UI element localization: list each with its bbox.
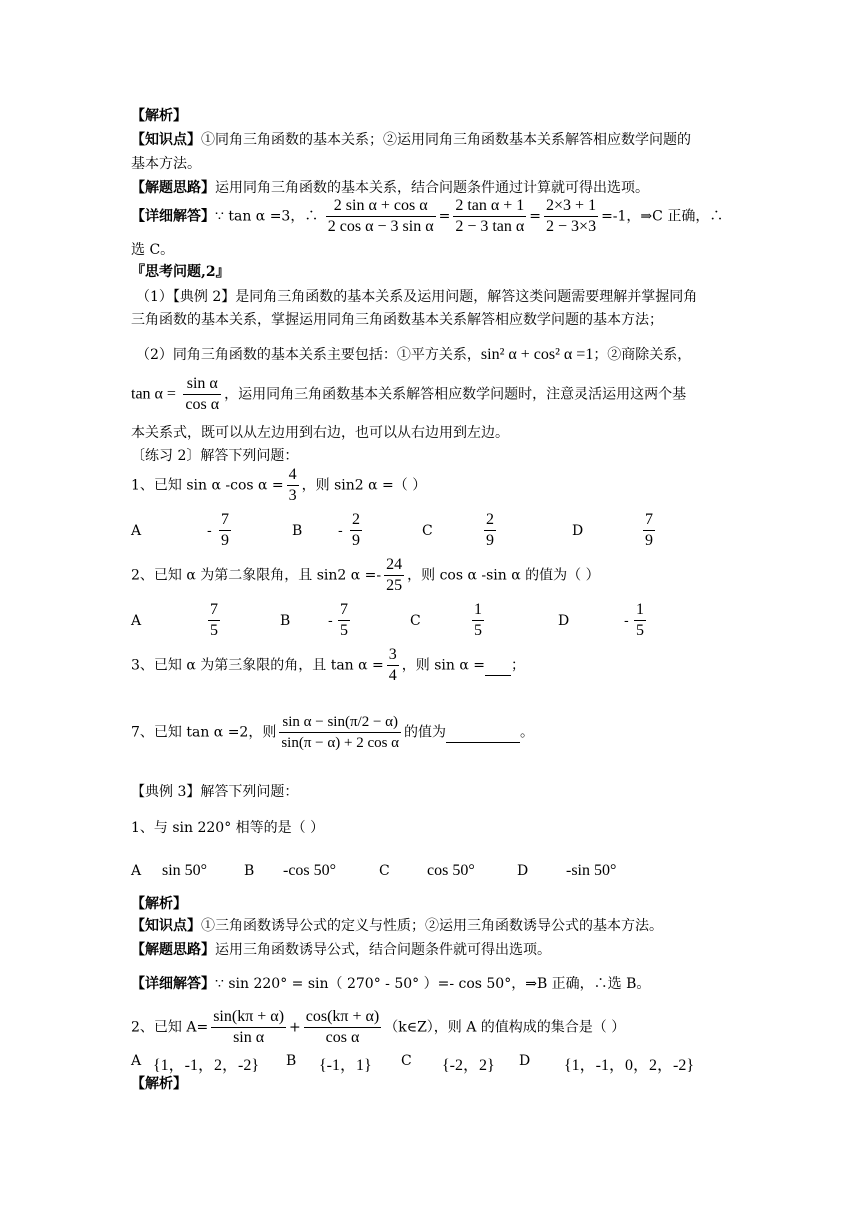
sikao-p2c: 本关系式，既可以从左边用到右边，也可以从右边用到左边。: [131, 425, 509, 441]
option-sign: -: [207, 523, 212, 539]
option-text-b: {-1，1}: [319, 1057, 372, 1074]
d3-question-1: 1、与 sin 220° 相等的是（ ）: [131, 820, 325, 836]
option-text-d: -sin 50°: [566, 862, 617, 879]
option-letter-b: B: [244, 863, 255, 879]
option-letter-c: C: [379, 863, 390, 879]
option-text-d: {1，-1，0，2，-2}: [564, 1057, 695, 1074]
option-fraction-b: $\frac{7}{5}$: [340, 601, 348, 639]
question-2: 2、已知 α 为第二象限角，且 sin2 α =- $\frac{24}{25}$ ，则 cos α -sin α 的值为（ ）: [131, 556, 600, 594]
question-3: 3、已知 α 为第三象限的角，且 tan α = $\frac{3}{4}$ ，则 sin α = ；: [131, 646, 526, 684]
dj-post: =-1，⇒C 正确，∴: [601, 208, 724, 225]
dianli3-heading: 【典例 3】解答下列问题：: [131, 784, 299, 800]
d3-sl-line: 【解题思路】运用三角函数诱导公式，结合问题条件就可得出选项。: [131, 942, 551, 958]
option-letter-c: C: [410, 613, 421, 629]
option-text-b: -cos 50°: [283, 862, 337, 879]
fraction-1: $\frac{\text{2 sin α + cos α}}{\text{2 cos α − 3 sin α}}$: [327, 197, 434, 235]
knowledge-point-line: [131, 131, 691, 149]
option-fraction-b: $\frac{2}{9}$: [352, 511, 360, 549]
sikao-p1b: 三角函数的基本关系，掌握运用同角三角函数基本关系解答相应数学问题的基本方法；: [131, 312, 663, 328]
d3-kp-line: 【知识点】①三角函数诱导公式的定义与性质；②运用三角函数诱导公式的基本方法。: [131, 918, 663, 934]
q3-fraction: $\frac{3}{4}$: [388, 646, 397, 684]
option-sign: -: [328, 613, 333, 629]
sikao-heading: 『思考问题,2』: [131, 264, 230, 280]
option-letter-a: A: [131, 1053, 142, 1069]
d3-dj-line: 【详细解答】∵ sin 220° = sin（ 270° - 50° ）=- cos 50°，⇒B 正确，∴选 B。: [131, 976, 651, 992]
sikao-p2a: （2）同角三角函数的基本关系主要包括：①平方关系，sin² α + cos² α =1；②商除关系，: [136, 346, 692, 363]
q1-fraction: $\frac{4}{3}$: [288, 466, 297, 504]
lianxi-heading: 〔练习 2〕解答下列问题：: [131, 448, 299, 464]
option-letter-d: D: [572, 523, 584, 539]
q7-fraction: $\frac{\text{sin α − sin(π/2 − α)}}{\text{sin(π − α) + 2 cos α}}$: [281, 714, 400, 751]
option-letter-d: D: [558, 613, 570, 629]
option-fraction-d: $\frac{7}{9}$: [645, 511, 653, 549]
option-sign: -: [338, 523, 343, 539]
detailed-answer-line: 【详细解答】∵ tan α =3，∴ $\frac{\text{2 sin α + cos α}}{\text{2 cos α − 3 sin α}}$ = $\frac{\text{2 tan α + 1}}{\text{2 − 3 tan α}}$ = $\frac{2\times 3 + 1}{2 - 3\times 3}$ =-1，⇒C 正确，∴: [131, 197, 724, 235]
option-letter-a: A: [131, 523, 142, 539]
q2-fraction-cos: $\frac{\cos(k\pi + \alpha)}{\text{cos α}}$: [305, 1008, 380, 1046]
sl-label: 【解题思路】: [131, 180, 215, 196]
option-text-c: cos 50°: [427, 862, 475, 879]
fraction-3: $\frac{2\times 3 + 1}{2 - 3\times 3}$: [546, 197, 597, 235]
option-text-c: {-2，2}: [442, 1057, 495, 1074]
quotient-fraction: $\frac{\text{sin α}}{\text{cos α}}$: [185, 375, 220, 413]
end-jiexi-heading: 【解析】: [131, 1076, 187, 1092]
option-letter-d: D: [519, 1053, 531, 1069]
sikao-p2b: tan α = $\frac{\text{sin α}}{\text{cos α}}$ ，运用同角三角函数基本关系解答相应数学问题时，注意灵活运用这两个基: [131, 375, 687, 413]
q7-answer-blank: [446, 724, 520, 743]
q3-answer-blank: [485, 657, 511, 676]
q2-fraction: $\frac{24}{25}$: [386, 556, 403, 594]
sikao-p1a: （1）【典例 2】是同角三角函数的基本关系及运用问题，解答这类问题需要理解并掌握同角: [136, 289, 698, 305]
option-sign: -: [624, 613, 629, 629]
option-fraction-a: $\frac{7}{9}$: [221, 511, 229, 549]
question-1: 1、已知 sin α -cos α = $\frac{4}{3}$ ，则 sin2 α =（ ）: [131, 466, 427, 504]
option-letter-c: C: [401, 1053, 412, 1069]
option-letter-b: B: [280, 613, 291, 629]
fraction-2: $\frac{\text{2 tan α + 1}}{\text{2 − 3 tan α}}$: [455, 197, 525, 235]
square-relation: sin² α + cos² α =1: [480, 346, 594, 363]
option-letter-b: B: [292, 523, 303, 539]
knowledge-point-cont: 基本方法。: [131, 156, 201, 172]
dj-pre: ∵ tan α =3，∴: [215, 208, 319, 225]
kp-label: 【知识点】: [131, 132, 201, 148]
sl-text: 运用同角三角函数的基本关系，结合问题条件通过计算就可得出选项。: [215, 180, 649, 196]
question-7: 7、已知 tan α =2，则 $\frac{\text{sin α − sin(π/2 − α)}}{\text{sin(π − α) + 2 cos α}}$ 的值为 。: [131, 714, 535, 751]
option-letter-a: A: [131, 613, 142, 629]
option-letter-c: C: [422, 523, 433, 539]
option-letter-a: A: [131, 863, 142, 879]
option-letter-b: B: [286, 1053, 297, 1069]
dj-end: 选 C。: [131, 242, 175, 258]
option-fraction-d: $\frac{1}{5}$: [636, 601, 644, 639]
d3-jiexi-heading: 【解析】: [131, 896, 187, 912]
d3-question-2: 2、已知 A= $\frac{\sin(k\pi + \alpha)}{\text{sin α}}$ + $\frac{\cos(k\pi + \alpha)}{\text{cos α}}$ （k∈Z），则 A 的值构成的集合是（ ）: [131, 1008, 626, 1046]
dj-label: 【详细解答】: [131, 208, 215, 225]
option-fraction-a: $\frac{7}{5}$: [210, 601, 218, 639]
jiexi-heading: 【解析】: [131, 108, 187, 124]
kp-text: ①同角三角函数的基本关系；②运用同角三角函数基本关系解答相应数学问题的: [201, 132, 691, 148]
option-fraction-c: $\frac{1}{5}$: [474, 601, 482, 639]
q2-fraction-sin: $\frac{\sin(k\pi + \alpha)}{\text{sin α}}$: [213, 1008, 285, 1046]
option-text-a: sin 50°: [162, 862, 208, 879]
option-fraction-c: $\frac{2}{9}$: [486, 511, 494, 549]
option-text-a: {1，-1，2，-2}: [153, 1057, 260, 1074]
solution-idea-line: [131, 179, 649, 197]
option-letter-d: D: [517, 863, 529, 879]
